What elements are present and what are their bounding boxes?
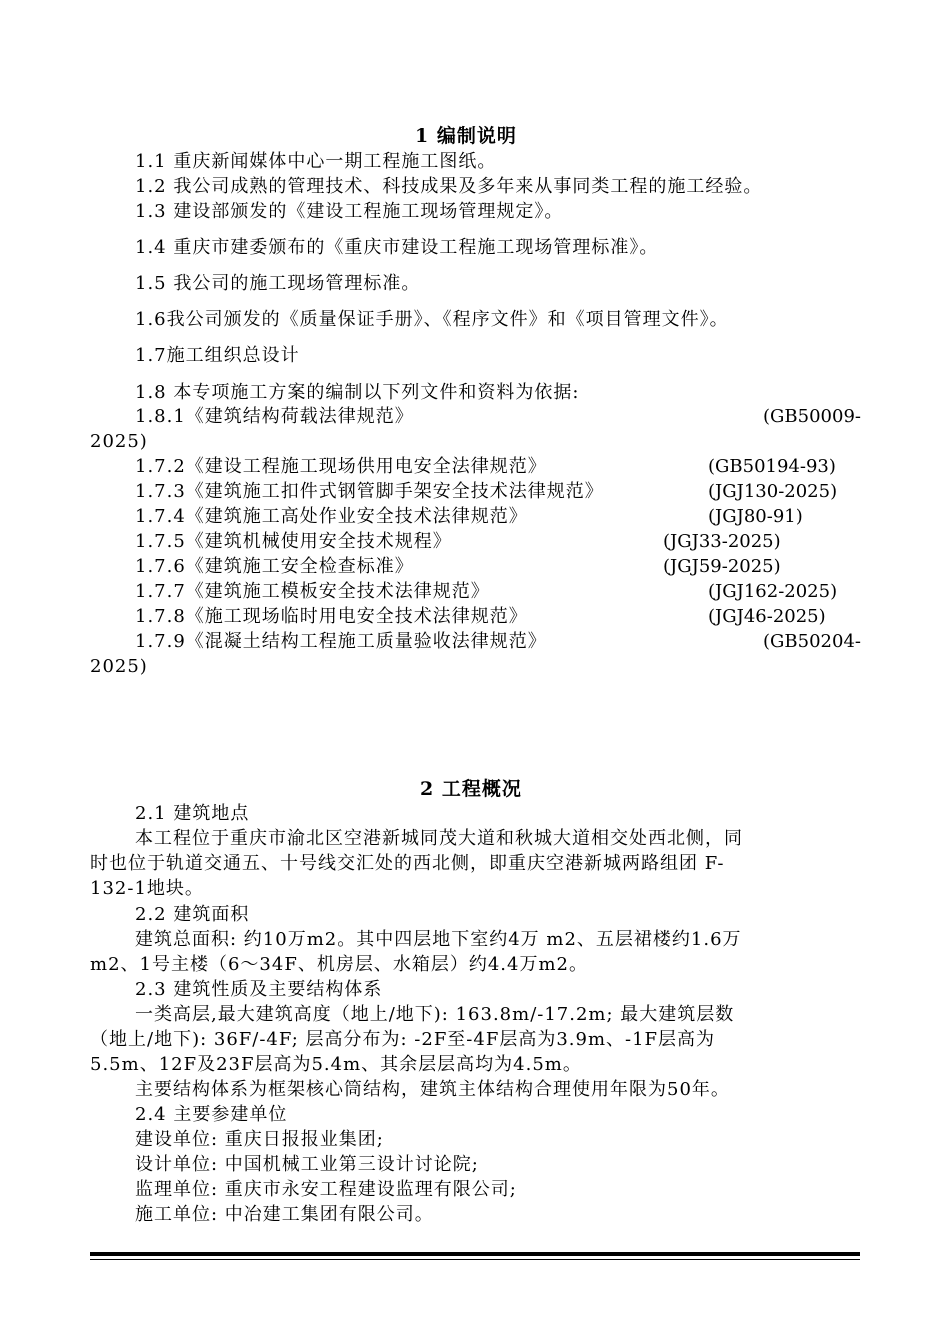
ref-1-8-1: 1.8.1《建筑结构荷载法律规范》 <box>135 406 414 427</box>
ref-1-7-6-code: (JGJ59-2025) <box>663 556 781 577</box>
ref-1-7-9-code: (GB50204- <box>763 631 861 652</box>
s2-1-line-3: 132-1地块。 <box>90 878 204 899</box>
unit-owner: 建设单位: 重庆日报报业集团; <box>135 1129 384 1150</box>
ref-1-7-3: 1.7.3《建筑施工扣件式钢管脚手架安全技术法律规范》 <box>135 481 604 502</box>
item-1-8: 1.8 本专项施工方案的编制以下列文件和资料为依据: <box>135 382 580 403</box>
ref-1-7-7: 1.7.7《建筑施工模板安全技术法律规范》 <box>135 581 490 602</box>
s2-2-line-2: m2、1号主楼（6～34F、机房层、水箱层）约4.4万m2。 <box>90 954 588 975</box>
ref-1-7-2-code: (GB50194-93) <box>708 456 836 477</box>
ref-1-7-9-cont: 2025) <box>90 656 148 677</box>
s2-3-line-2: （地上/地下): 36F/-4F; 层高分布为: -2F至-4F层高为3.9m、-1F层高为 <box>90 1029 716 1050</box>
item-1-6: 1.6我公司颁发的《质量保证手册》、《程序文件》和《项目管理文件》。 <box>135 309 729 330</box>
ref-1-7-7-code: (JGJ162-2025) <box>708 581 838 602</box>
s2-3-line-4: 主要结构体系为框架核心筒结构，建筑主体结构合理使用年限为50年。 <box>135 1079 730 1100</box>
ref-1-7-4-code: (JGJ80-91) <box>708 506 803 527</box>
section-2-title: 2 工程概况 <box>420 778 522 800</box>
item-1-3: 1.3 建设部颁发的《建设工程施工现场管理规定》。 <box>135 201 564 222</box>
item-1-5: 1.5 我公司的施工现场管理标准。 <box>135 273 421 294</box>
ref-1-7-5: 1.7.5《建筑机械使用安全技术规程》 <box>135 531 452 552</box>
ref-1-7-6: 1.7.6《建筑施工安全检查标准》 <box>135 556 414 577</box>
s2-3-line-3: 5.5m、12F及23F层高为5.4m、其余层层高均为4.5m。 <box>90 1054 582 1075</box>
ref-1-7-5-code: (JGJ33-2025) <box>663 531 781 552</box>
ref-1-7-2: 1.7.2《建设工程施工现场供用电安全法律规范》 <box>135 456 547 477</box>
s2-2-line-1: 建筑总面积: 约10万m2。其中四层地下室约4万 m2、五层裙楼约1.6万 <box>135 929 742 950</box>
s2-2-title: 2.2 建筑面积 <box>135 904 250 925</box>
ref-1-7-8: 1.7.8《施工现场临时用电安全技术法律规范》 <box>135 606 528 627</box>
s2-1-line-2: 时也位于轨道交通五、十号线交汇处的西北侧，即重庆空港新城两路组团 F- <box>90 853 725 874</box>
footer-thick-rule <box>90 1252 860 1256</box>
s2-3-line-1: 一类高层,最大建筑高度（地上/地下): 163.8m/-17.2m; 最大建筑层数 <box>135 1004 735 1025</box>
item-1-7: 1.7施工组织总设计 <box>135 345 300 366</box>
item-1-1: 1.1 重庆新闻媒体中心一期工程施工图纸。 <box>135 151 497 172</box>
item-1-4: 1.4 重庆市建委颁布的《重庆市建设工程施工现场管理标准》。 <box>135 237 659 258</box>
section-1-title: 1 编制说明 <box>415 125 517 147</box>
unit-designer: 设计单位: 中国机械工业第三设计讨论院; <box>135 1154 479 1175</box>
ref-1-7-3-code: (JGJ130-2025) <box>708 481 838 502</box>
unit-contractor: 施工单位: 中冶建工集团有限公司。 <box>135 1204 434 1225</box>
ref-1-7-9: 1.7.9《混凝土结构工程施工质量验收法律规范》 <box>135 631 547 652</box>
s2-1-title: 2.1 建筑地点 <box>135 803 250 824</box>
ref-1-7-4: 1.7.4《建筑施工高处作业安全技术法律规范》 <box>135 506 528 527</box>
ref-1-8-1-cont: 2025) <box>90 431 148 452</box>
s2-1-line-1: 本工程位于重庆市渝北区空港新城同茂大道和秋城大道相交处西北侧，同 <box>135 828 743 849</box>
unit-supervisor: 监理单位: 重庆市永安工程建设监理有限公司; <box>135 1179 517 1200</box>
footer-thin-rule <box>90 1259 860 1260</box>
item-1-2: 1.2 我公司成熟的管理技术、科技成果及多年来从事同类工程的施工经验。 <box>135 176 763 197</box>
ref-1-7-8-code: (JGJ46-2025) <box>708 606 826 627</box>
ref-1-8-1-code: (GB50009- <box>763 406 861 427</box>
s2-3-title: 2.3 建筑性质及主要结构体系 <box>135 979 383 1000</box>
s2-4-title: 2.4 主要参建单位 <box>135 1104 288 1125</box>
